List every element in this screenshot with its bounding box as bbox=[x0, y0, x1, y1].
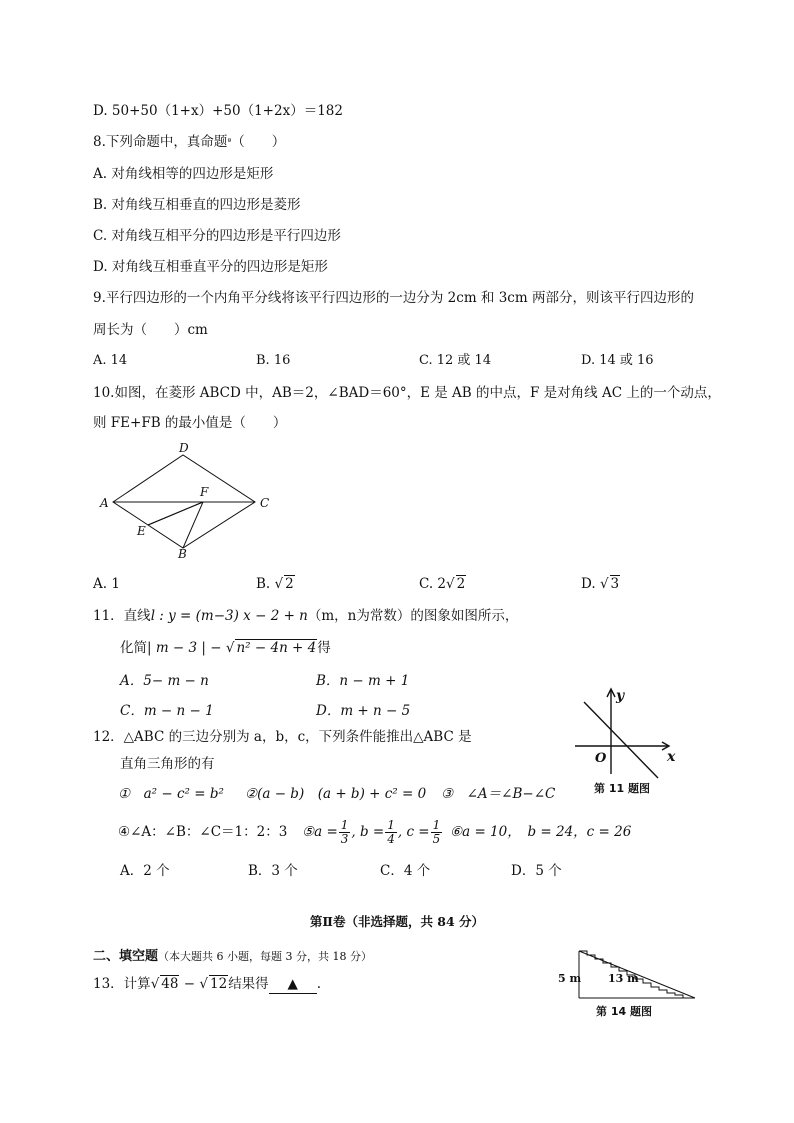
q13-end: . bbox=[316, 976, 321, 992]
q12-cond2: ②(a − b) (a + b) + c² = 0 bbox=[245, 786, 427, 802]
q13-rad1: 48 bbox=[161, 976, 179, 992]
q8-stem bbox=[93, 133, 285, 151]
q11-caption: 第 11 题图 bbox=[594, 782, 650, 795]
q8-option-b: B. 对角线互相垂直的四边形是菱形 bbox=[93, 197, 301, 213]
q12-line2: 直角三角形的有 bbox=[120, 756, 215, 772]
q13-answer-blank: ▲ bbox=[269, 975, 317, 994]
q13-suffix: 结果得 bbox=[228, 976, 269, 992]
q9-option-c: C. 12 或 14 bbox=[419, 353, 492, 368]
q11-option-d: D．m + n − 5 bbox=[316, 703, 411, 719]
part2-heading: 二、填空题 bbox=[93, 949, 159, 964]
q12-cond5-prefix: ⑤a = bbox=[302, 824, 338, 840]
label-d: D bbox=[179, 441, 189, 455]
q12-frac-b bbox=[385, 819, 397, 846]
q10-option-b-prefix: B. bbox=[256, 576, 275, 592]
label-b: B bbox=[178, 547, 187, 561]
q10-stem-line2: 则 FE+FB 的最小值是（ ） bbox=[93, 415, 287, 431]
q11-line2-b: 得 bbox=[317, 640, 331, 656]
q10-option-b: B. √ 2 bbox=[256, 576, 294, 592]
q12-cond1: ① a² − c² = b² bbox=[118, 786, 224, 802]
q14-stairs-figure bbox=[550, 948, 700, 1003]
origin-label: O bbox=[595, 751, 607, 766]
q12-frac-a bbox=[339, 819, 351, 846]
q12-frac-b-den: 4 bbox=[387, 832, 395, 846]
q9-stem-line1: 9.平行四边形的一个内角平分线将该平行四边形的一边分为 2cm 和 3cm 两部分，则该平行四边形的 bbox=[93, 290, 694, 306]
q12-option-c: C．4 个 bbox=[380, 863, 431, 879]
q12-frac-a-den: 3 bbox=[340, 832, 349, 846]
q12-frac-c-num: 1 bbox=[432, 818, 441, 832]
q11-radicand: n² − 4n + 4 bbox=[236, 640, 317, 656]
q12-option-a: A．2 个 bbox=[120, 863, 170, 879]
q8-option-c: C. 对角线互相平分的四边形是平行四边形 bbox=[93, 228, 341, 244]
q10-option-d-prefix: D. bbox=[581, 576, 600, 592]
label-e: E bbox=[137, 524, 146, 538]
part2-heading-line bbox=[93, 947, 372, 966]
q12-cond6: ⑥a = 10， b = 24，c = 26 bbox=[450, 824, 632, 840]
x-label: x bbox=[667, 749, 676, 765]
q13-rad2: 12 bbox=[210, 976, 228, 992]
q12-frac-c-den: 5 bbox=[432, 832, 441, 846]
q11-line2: 化简| m − 3 | − √ n² − 4n + 4得 bbox=[120, 640, 331, 656]
q11-option-b: B．n − m + 1 bbox=[316, 673, 410, 689]
q13-minus: − bbox=[179, 976, 200, 992]
q9-option-d: D. 14 或 16 bbox=[581, 353, 654, 368]
q12-line1: 12．△ABC 的三边分别为 a，b，c，下列条件能推出△ABC 是 bbox=[93, 729, 472, 745]
q8-stem-end: （ ） bbox=[231, 134, 286, 150]
y-label: y bbox=[616, 688, 625, 704]
q12-frac-c bbox=[431, 819, 443, 846]
q10-option-d: D. √ 3 bbox=[581, 576, 620, 592]
q9-stem-line2: 周长为（ ）cm bbox=[93, 322, 208, 338]
q8-option-d: D. 对角线互相垂直平分的四边形是矩形 bbox=[93, 259, 328, 275]
q11-option-c: C．m − n − 1 bbox=[120, 703, 214, 719]
q9-option-a: A. 14 bbox=[93, 353, 128, 368]
q12-cond3: ③ ∠A＝∠B−∠C bbox=[441, 786, 556, 802]
label-a: A bbox=[100, 496, 109, 510]
q11-abs: | m − 3 | bbox=[147, 640, 206, 656]
q8-stem-text: 8.下列命题中，真命题 bbox=[93, 134, 228, 150]
q11-line2-a: 化简 bbox=[120, 640, 147, 656]
q11-option-a: A．5− m − n bbox=[120, 673, 209, 689]
section2-title: 第Ⅱ卷（非选择题，共 84 分） bbox=[309, 914, 485, 929]
q11-line1-a: 11．直线 bbox=[93, 608, 151, 624]
q10-stem-line1: 10.如图，在菱形 ABCD 中，AB＝2，∠BAD＝60°，E 是 AB 的中点，F 是对角线 AC 上的一个动点， bbox=[93, 385, 721, 401]
q9-option-b: B. 16 bbox=[256, 353, 291, 368]
line-l bbox=[584, 702, 658, 778]
q14-hyp-label: 13 m bbox=[608, 972, 639, 985]
q13: 13．计算√ 48 − √ 12结果得 ▲ . bbox=[93, 976, 321, 992]
q7-option-d: D. 50+50（1+x）+50（1+2x）＝182 bbox=[93, 103, 343, 119]
q10-option-c-radicand: 2 bbox=[456, 576, 466, 592]
q10-option-b-radicand: 2 bbox=[285, 576, 294, 592]
rhombus-figure bbox=[95, 440, 280, 562]
q14-left-label: 5 m bbox=[558, 972, 582, 985]
q10-option-c-prefix: C. 2 bbox=[419, 576, 447, 592]
q11-line1-b: （m，n为常数）的图象如图所示， bbox=[307, 608, 519, 624]
part2-note: （本大题共 6 小题，每题 3 分，共 18 分） bbox=[158, 950, 372, 963]
q12-frac-b-num: 1 bbox=[387, 818, 395, 832]
q11-line1 bbox=[93, 607, 518, 625]
q12-option-b: B．3 个 bbox=[248, 863, 298, 879]
q11-equation: l : y = (m−3) x − 2 + n bbox=[150, 608, 308, 624]
q13-prefix: 13．计算 bbox=[93, 976, 151, 992]
q12-cond5 bbox=[302, 813, 443, 851]
q10-option-d-radicand: 3 bbox=[610, 576, 620, 592]
q11-minus: − bbox=[205, 640, 226, 656]
q12-cond5-b: , b = bbox=[351, 824, 385, 840]
q12-cond5-c: , c = bbox=[397, 824, 430, 840]
q12-frac-a-num: 1 bbox=[340, 818, 349, 832]
label-f: F bbox=[200, 485, 209, 499]
q8-mark: ª bbox=[227, 137, 232, 146]
q10-option-a: A. 1 bbox=[93, 576, 120, 592]
q12-option-d: D．5 个 bbox=[511, 863, 562, 879]
q8-option-a: A. 对角线相等的四边形是矩形 bbox=[93, 166, 274, 182]
q14-caption: 第 14 题图 bbox=[596, 1005, 652, 1018]
q12-cond4: ④∠A：∠B：∠C＝1：2：3 bbox=[118, 824, 288, 840]
q10-option-c: C. 2√ 2 bbox=[419, 576, 466, 592]
label-c: C bbox=[260, 496, 270, 510]
